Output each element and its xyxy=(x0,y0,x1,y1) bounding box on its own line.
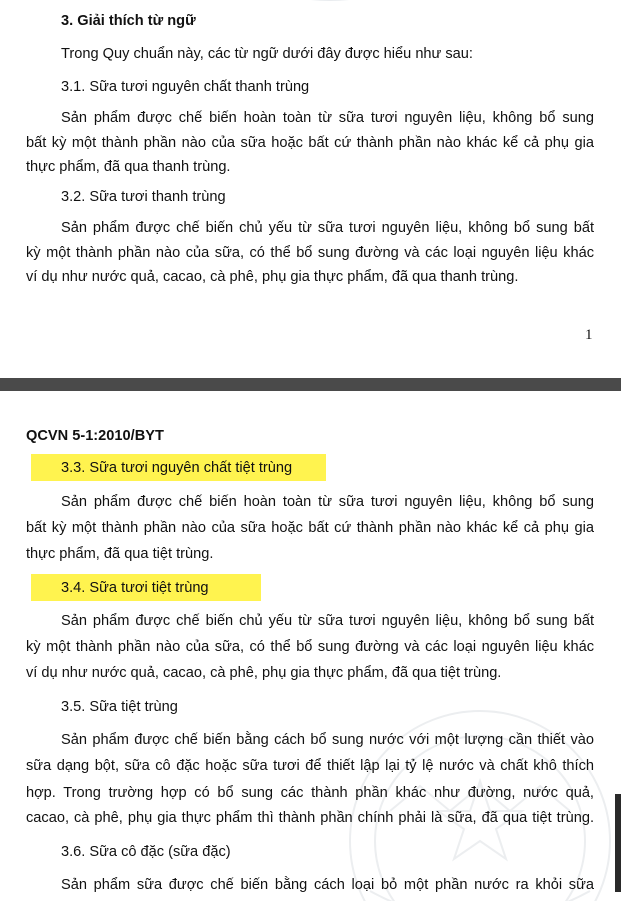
item-3-3-line: bất kỳ một thành phần nào của sữa hoặc bất cứ thành phần nào khác kể cả phụ gia xyxy=(26,520,594,536)
item-3-5-title: 3.5. Sữa tiệt trùng xyxy=(61,699,178,715)
item-3-1-line: bất kỳ một thành phần nào của sữa hoặc bất cứ thành phần nào khác kể cả phụ gia xyxy=(26,135,594,151)
item-3-6-line: Sản phẩm sữa được chế biến bằng cách loại bỏ một phần nước ra khỏi sữa xyxy=(61,877,594,893)
national-emblem-watermark-top xyxy=(200,0,460,30)
item-3-3-title: 3.3. Sữa tươi nguyên chất tiệt trùng xyxy=(61,460,293,476)
item-3-1-line: Sản phẩm được chế biến hoàn toàn từ sữa tươi nguyên liệu, không bổ sung xyxy=(61,110,594,126)
item-3-2-title: 3.2. Sữa tươi thanh trùng xyxy=(61,189,226,205)
item-3-5-line: Sản phẩm được chế biến bằng cách bổ sung nước với một lượng cần thiết vào xyxy=(61,732,594,748)
item-3-1-line: thực phẩm, đã qua thanh trùng. xyxy=(26,159,231,175)
item-3-5-line: hợp. Trong trường hợp có bổ sung các thành phần khác như đường, nước quả, xyxy=(26,785,594,801)
item-3-4-line: kỳ một thành phần nào của sữa, có thể bổ sung đường và các loại nguyên liệu khác xyxy=(26,639,594,655)
document-page-1 xyxy=(0,0,621,378)
item-3-3-line: thực phẩm, đã qua tiệt trùng. xyxy=(26,546,214,562)
item-3-2-line: kỳ một thành phần nào của sữa, có thể bổ sung đường và các loại nguyên liệu khác xyxy=(26,245,594,261)
page-number: 1 xyxy=(585,327,593,343)
item-3-1-title: 3.1. Sữa tươi nguyên chất thanh trùng xyxy=(61,79,310,95)
scrollbar-thumb[interactable] xyxy=(615,794,621,892)
document-code: QCVN 5-1:2010/BYT xyxy=(26,428,164,444)
intro-paragraph: Trong Quy chuẩn này, các từ ngữ dưới đây được hiểu như sau: xyxy=(61,46,473,62)
item-3-4-line: ví dụ như nước quả, cacao, cà phê, phụ gia thực phẩm, đã qua tiệt trùng. xyxy=(26,665,502,681)
item-3-4-title: 3.4. Sữa tươi tiệt trùng xyxy=(61,580,209,596)
item-3-4-line: Sản phẩm được chế biến chủ yếu từ sữa tươi nguyên liệu, không bổ sung bất xyxy=(61,613,594,629)
page-separator xyxy=(0,378,621,391)
item-3-2-line: ví dụ như nước quả, cacao, cà phê, phụ gia thực phẩm, đã qua thanh trùng. xyxy=(26,269,519,285)
item-3-3-line: Sản phẩm được chế biến hoàn toàn từ sữa tươi nguyên liệu, không bổ sung xyxy=(61,494,594,510)
item-3-6-title: 3.6. Sữa cô đặc (sữa đặc) xyxy=(61,844,231,860)
item-3-5-line: sữa dạng bột, sữa cô đặc hoặc sữa tươi để thiết lập lại tỷ lệ nước và chất khô thích xyxy=(26,758,594,774)
document-page-2 xyxy=(0,391,621,901)
item-3-5-line: cacao, cà phê, phụ gia thực phẩm thì thành phần chính phải là sữa, đã qua tiệt trùng. xyxy=(26,810,594,826)
item-3-2-line: Sản phẩm được chế biến chủ yếu từ sữa tươi nguyên liệu, không bổ sung bất xyxy=(61,220,594,236)
section-heading: 3. Giải thích từ ngữ xyxy=(61,13,196,29)
